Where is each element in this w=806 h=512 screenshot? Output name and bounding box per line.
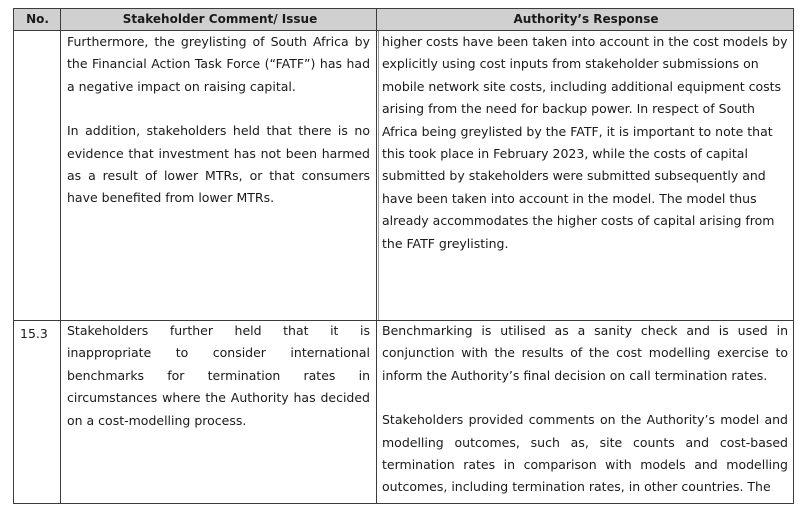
row1-comment [67,31,370,210]
row2-comment [67,320,370,432]
comment-paragraph: Stakeholders further held that it is inappropriate to consider international benchmarks for termination rates in circumstances where the Authority has decided on a cost-modelling process. [67,323,370,428]
table-header [14,9,793,31]
response-table [13,8,794,504]
response-paragraph: Stakeholders provided comments on the Authority’s model and modelling outcomes, such as, site counts and cost-based termination rates in comparison with models and modelling outcomes, including termination rates, in other countries. The [382,412,788,495]
column-divider [60,9,61,503]
row-number: 15.3 [20,326,48,341]
row2-response [382,320,788,499]
comment-paragraph: In addition, stakeholders held that there is no evidence that investment has not been harmed as a result of lower MTRs, or that consumers have benefited from lower MTRs. [67,123,370,206]
header-response: Authority’s Response [513,12,659,26]
column-divider [376,9,377,503]
row1-response [382,31,788,255]
header-no: No. [26,12,49,26]
response-paragraph: higher costs have been taken into account in the cost models by explicitly using cost inputs from stakeholder submissions on mobile network site costs, including additional equipment costs arising from the need for backup power. In respect of South Africa being greylisted by the FATF, it is important to note that this took place in February 2023, while the costs of capital submitted by stakeholders were submitted subsequently and have been taken into account in the model. The model thus already accommodates the higher costs of capital arising from the FATF greylisting. [382,34,788,251]
column-divider-inner [378,31,379,321]
response-paragraph: Benchmarking is utilised as a sanity check and is used in conjunction with the results of the cost modelling exercise to inform the Authority’s final decision on call termination rates. [382,323,788,383]
header-comment: Stakeholder Comment/ Issue [122,12,318,26]
comment-paragraph: Furthermore, the greylisting of South Africa by the Financial Action Task Force (“FATF”) has had a negative impact on raising capital. [67,34,370,94]
